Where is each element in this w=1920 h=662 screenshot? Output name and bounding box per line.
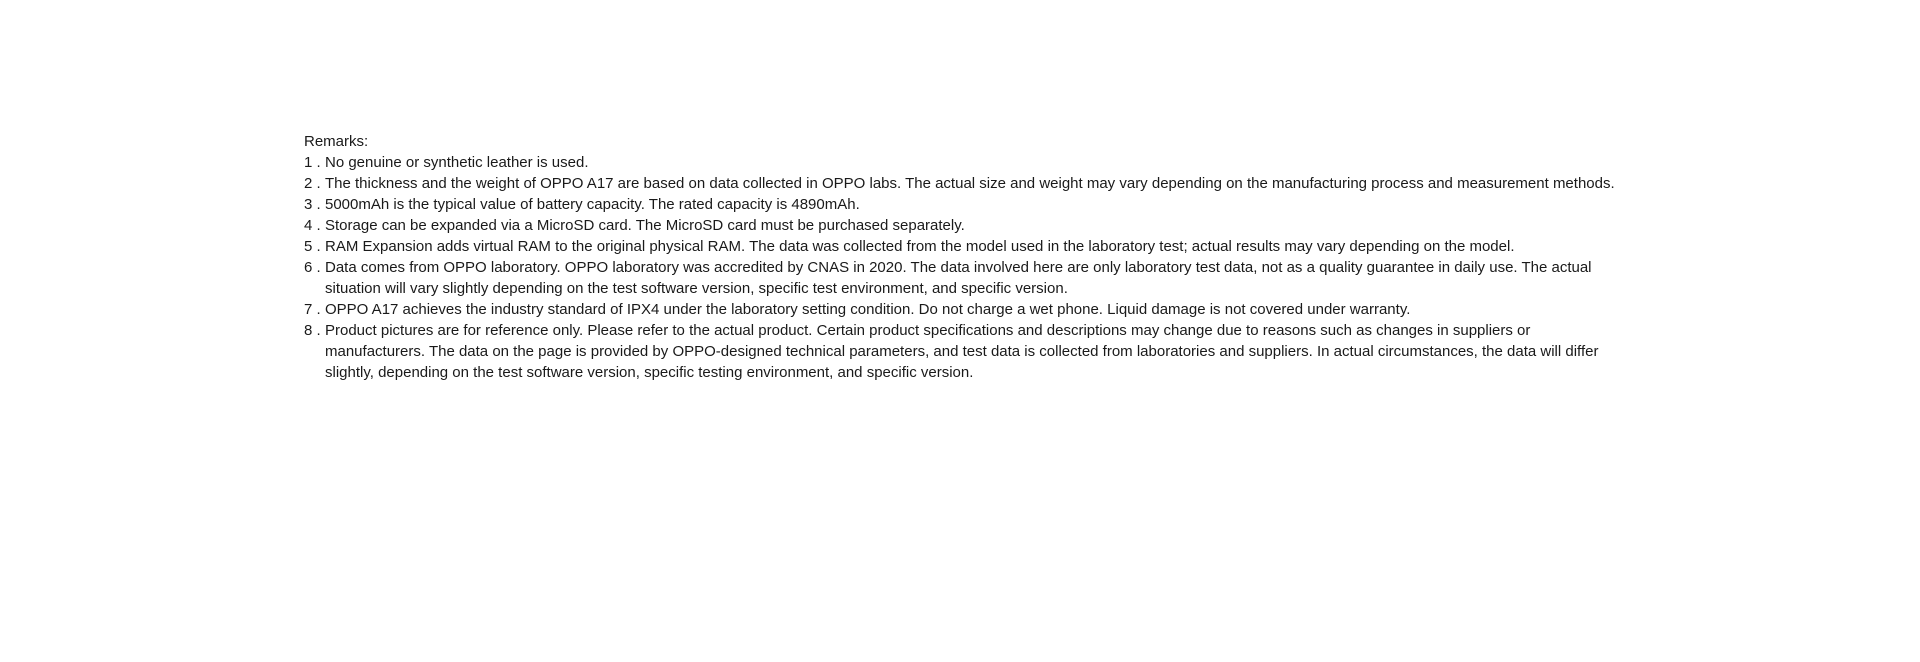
remark-number: 7 . — [304, 301, 321, 318]
remark-number: 1 . — [304, 154, 321, 171]
remark-item — [304, 299, 1629, 320]
remark-item — [304, 152, 1629, 173]
remark-item — [304, 320, 1629, 383]
remark-item — [304, 236, 1629, 257]
remark-item — [304, 257, 1629, 299]
remark-number: 4 . — [304, 217, 321, 234]
remark-text: Product pictures are for reference only. Please refer to the actual product. Certain product specifications and descriptions may change due to reasons such as changes in suppliers or manufacturers. The data on the page is provided by OPPO-designed technical parameters, and test data is collected from laboratories and suppliers. In actual circumstances, the data will differ slightly, depending on the test software version, specific testing environment, and specific version. — [325, 322, 1599, 381]
remark-item — [304, 215, 1629, 236]
remark-number: 5 . — [304, 238, 321, 255]
remarks-title: Remarks: — [304, 133, 369, 150]
remark-item — [304, 194, 1629, 215]
remark-number: 6 . — [304, 259, 321, 276]
remark-text: RAM Expansion adds virtual RAM to the original physical RAM. The data was collected from the model used in the laboratory test; actual results may vary depending on the model. — [325, 238, 1515, 255]
remarks-list — [304, 152, 1629, 383]
remark-number: 2 . — [304, 175, 321, 192]
remark-text: 5000mAh is the typical value of battery capacity. The rated capacity is 4890mAh. — [325, 196, 860, 213]
remark-text: Storage can be expanded via a MicroSD card. The MicroSD card must be purchased separately. — [325, 217, 965, 234]
remark-text: Data comes from OPPO laboratory. OPPO laboratory was accredited by CNAS in 2020. The data involved here are only laboratory test data, not as a quality guarantee in daily use. The actual situation will vary slightly depending on the test software version, specific test environment, and specific version. — [325, 259, 1592, 297]
remark-number: 8 . — [304, 322, 321, 339]
remark-text: No genuine or synthetic leather is used. — [325, 154, 589, 171]
remark-text: The thickness and the weight of OPPO A17 are based on data collected in OPPO labs. The actual size and weight may vary depending on the manufacturing process and measurement methods. — [325, 175, 1615, 192]
remarks-section — [304, 131, 1629, 383]
remark-item — [304, 173, 1629, 194]
remark-text: OPPO A17 achieves the industry standard of IPX4 under the laboratory setting condition. Do not charge a wet phone. Liquid damage is not covered under warranty. — [325, 301, 1411, 318]
remark-number: 3 . — [304, 196, 321, 213]
